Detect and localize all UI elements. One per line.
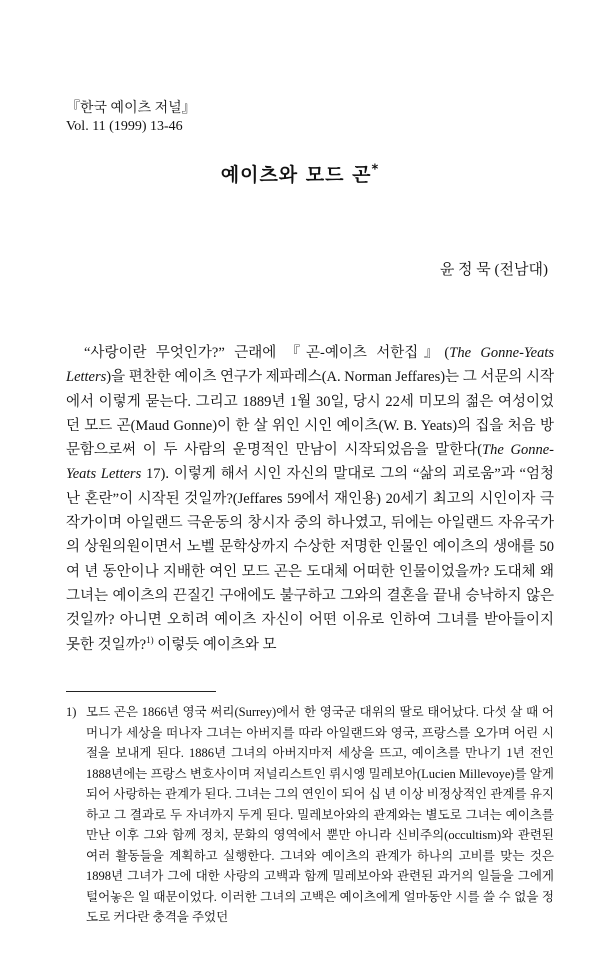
book-title-1: The Gonne-Yeats Letters [66, 345, 555, 386]
footnote-divider [66, 691, 216, 692]
article-title [0, 160, 600, 187]
body-seg-2: )을 편찬한 예이츠 연구가 제파레스(A. Norman Jeffares)는 그 서문의 시작에서 이렇게 묻는다. 그리고 1889년 1월 30일, 당시 22세 미모의 젊은 여성이었던 모드 곤(Maud Gonne)이 한 살 위인 시인 예이츠(W. B. Yeats)의 집을 처음 방문함으로써 이 두 사람의 운명적인 만남이 시작되었음을 말한다( [66, 369, 554, 459]
body-seg-1: “사랑이란 무엇인가?” 근래에 『곤-예이츠 서한집』( [84, 345, 450, 361]
body-seg-4: 이렇듯 예이츠와 모 [153, 636, 277, 653]
body-seg-3: 17). 이렇게 해서 시인 자신의 말대로 그의 “삶의 괴로움”과 “엄청난 혼란”이 시작된 것일까?(Jeffares 59에서 재인용) 20세기 최고의 시인이자 극작가이며 아일랜드 극운동의 창시자 중의 하나였고, 뒤에는 아일랜드 자유국가의 상원의원이면서 노벨 문학상까지 수상한 저명한 인물인 예이츠의 생애를 50여 년 동안이나 지배한 여인 모드 곤은 도대체 어떠한 인물이었을까? 도대체 왜 그녀는 예이츠의 끈질긴 구애에도 불구하고 그와의 결혼을 끝내 승낙하지 않은 것일까? 아니면 오히려 예이츠 자신이 어떤 이유로 인하여 그녀를 받아들이지 못한 것일까? [66, 466, 555, 653]
journal-volume: Vol. 11 (1999) 13-46 [66, 119, 183, 134]
footnote-ref: 1) [146, 634, 154, 645]
journal-header [66, 100, 196, 136]
body-text [66, 341, 554, 657]
footnote-text: 모드 곤은 1866년 영국 써리(Surrey)에서 한 영국군 대위의 딸로 태어났다. 다섯 살 때 어머니가 세상을 떠나자 그녀는 아버지를 따라 아일랜드와 영국, 프랑스를 오가며 어린 시절을 보내게 된다. 1886년 그녀의 아버지마저 세상을 뜨고, 예이츠를 만나기 1년 전인 1888년에는 프랑스 변호사이며 저널리스트인 뤼시엥 밀레보아(Lucien Millevoye)를 알게 되어 사랑하는 관계가 된다. 그녀는 그의 연인이 되어 십 년 이상 비정상적인 관계를 유지하고 그 결과로 두 자녀까지 두게 된다. 밀레보아와의 관계와는 별도로 그녀는 예이츠를 만난 이후 그와 함께 정치, 문화의 영역에서 뿐만 아니라 신비주의(occultism)와 관련된 여러 활동들을 계획하고 실행한다. 그녀와 예이츠의 관계가 하나의 고비를 맞는 것은 1898년 그녀가 그에 대한 사랑의 고백과 함께 밀레보아와 관련된 과거의 일들을 그에게 털어놓은 일 때문이었다. 이러한 그녀의 고백은 예이츠에게 얼마동안 시를 쓸 수 없을 정도로 커다란 충격을 주었던 [86, 705, 554, 924]
footnote-number: 1) [66, 705, 77, 719]
journal-name: 『한국 예이츠 저널』 [66, 101, 196, 116]
footnote [66, 702, 554, 928]
author-line: 윤 정 묵 (전남대) [439, 262, 548, 278]
book-title-2: The Gonne-Yeats Letters [66, 442, 554, 483]
body-paragraph [66, 341, 554, 657]
article-title-text: 예이츠와 모드 곤 [220, 164, 372, 186]
title-footnote-mark: * [371, 162, 380, 178]
